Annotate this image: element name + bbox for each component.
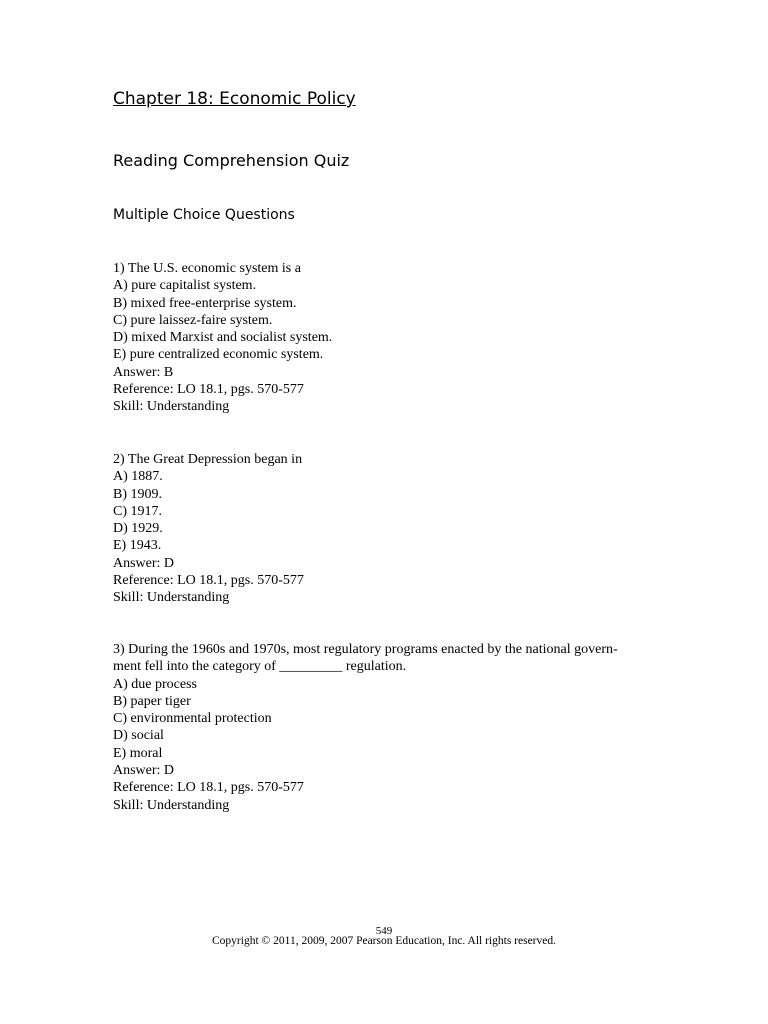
answer-option-b: B) mixed free-enterprise system.: [113, 295, 297, 311]
answer-option-d: D) mixed Marxist and socialist system.: [113, 330, 333, 346]
answer-option-e: E) pure centralized economic system.: [113, 347, 324, 363]
answer-key: Answer: B: [113, 364, 174, 380]
skill: Skill: Understanding: [113, 797, 230, 813]
copyright-notice: Copyright © 2011, 2009, 2007 Pearson Education, Inc. All rights reserved.: [212, 935, 556, 947]
question-stem: 3) During the 1960s and 1970s, most regulatory programs enacted by the national govern-: [113, 642, 618, 657]
answer-option-c: C) environmental protection: [113, 711, 272, 727]
question-stem: 1) The U.S. economic system is a: [113, 261, 301, 276]
question-stem: 2) The Great Depression began in: [113, 452, 303, 467]
question-stem-continued: ment fell into the category of _________ regulation.: [113, 659, 407, 675]
question-1: [113, 260, 658, 416]
question-3: [113, 641, 658, 814]
answer-key: Answer: D: [113, 763, 175, 779]
answer-option-e: E) 1943.: [113, 538, 162, 554]
answer-option-b: B) paper tiger: [113, 693, 191, 709]
quiz-title: Reading Comprehension Quiz: [113, 151, 350, 170]
answer-option-d: D) 1929.: [113, 521, 163, 537]
answer-option-c: C) pure laissez-faire system.: [113, 312, 273, 328]
answer-option-a: A) 1887.: [113, 469, 163, 485]
skill: Skill: Understanding: [113, 399, 230, 415]
answer-option-a: A) pure capitalist system.: [113, 278, 257, 294]
answer-key: Answer: D: [113, 555, 175, 571]
question-2: [113, 451, 658, 607]
answer-option-e: E) moral: [113, 745, 163, 761]
answer-option-c: C) 1917.: [113, 503, 162, 519]
reference: Reference: LO 18.1, pgs. 570-577: [113, 780, 304, 796]
skill: Skill: Understanding: [113, 590, 230, 606]
reference: Reference: LO 18.1, pgs. 570-577: [113, 573, 304, 589]
section-title: Multiple Choice Questions: [113, 207, 295, 223]
reference: Reference: LO 18.1, pgs. 570-577: [113, 382, 304, 398]
answer-option-d: D) social: [113, 728, 164, 744]
chapter-title: Chapter 18: Economic Policy: [113, 89, 356, 109]
answer-option-a: A) due process: [113, 676, 197, 692]
page-number: 549: [375, 925, 393, 937]
answer-option-b: B) 1909.: [113, 486, 162, 502]
